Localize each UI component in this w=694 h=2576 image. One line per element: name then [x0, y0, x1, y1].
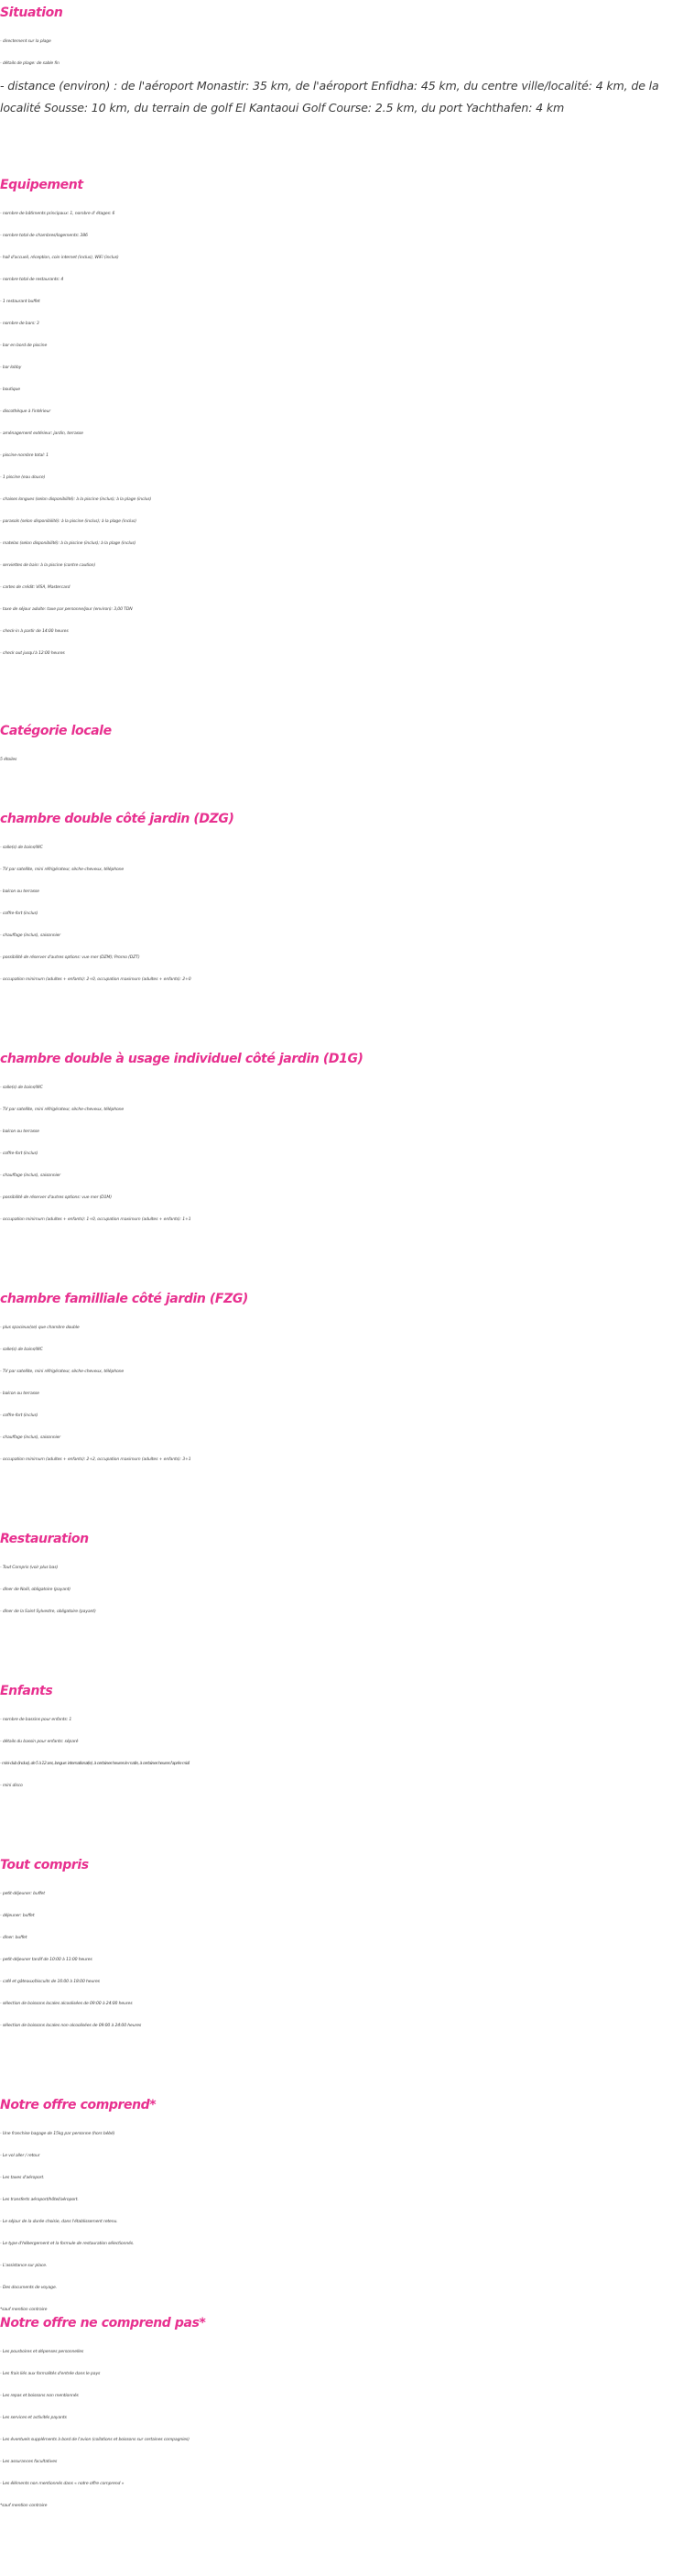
- section-title: Notre offre comprend*: [0, 2098, 157, 2112]
- section-lines: [0, 1557, 692, 1623]
- list-item: - parasols (selon disponibilité): à la piscine (inclus); à la plage (inclus): [0, 519, 136, 524]
- list-item: - dîner: buffet: [0, 1936, 27, 1940]
- list-item: - chaises longues (selon disponibilité): à la piscine (inclus); à la plage (inclus): [0, 497, 152, 502]
- section-title: Equipement: [0, 178, 83, 192]
- list-item: - balcon ou terrasse: [0, 890, 39, 894]
- section-tout-compris: [0, 1852, 692, 2037]
- section-enfants: [0, 1678, 692, 1797]
- section-room-fzg: [0, 1286, 692, 1471]
- list-item: - Des documents de voyage.: [0, 2286, 57, 2290]
- list-item: - Les assurances facultatives: [0, 2460, 58, 2464]
- list-item: - nombre de bars: 3: [0, 322, 39, 326]
- list-item: - détails de plage: de sable fin: [0, 61, 60, 66]
- list-item: - salle(s) de bains/WC: [0, 846, 43, 850]
- list-item: - Les repas et boissons non mentionnés: [0, 2394, 79, 2398]
- list-item: - dîner de la Saint Sylvestre, obligatoire (payant): [0, 1610, 96, 1614]
- section-title: chambre double à usage individuel côté jardin (D1G): [0, 1052, 363, 1066]
- section-title: Tout compris: [0, 1858, 89, 1872]
- list-item: - TV par satellite, mini réfrigérateur, sèche-cheveux, téléphone: [0, 868, 125, 872]
- list-item: - coffre-fort (inclus): [0, 911, 38, 916]
- list-item: - occupation minimum (adultes + enfants): 2+0, occupation maximum (adultes + enfants): 2+0: [0, 977, 191, 982]
- footnote: *sauf mention contraire: [0, 2504, 48, 2508]
- section-categorie-locale: [0, 718, 692, 771]
- section-lines: [0, 203, 692, 665]
- list-item: - Les services et activités payants: [0, 2416, 67, 2420]
- list-item: - chauffage (inclus), saisonnier: [0, 933, 61, 938]
- section-lines: [0, 1077, 692, 1231]
- section-offre-ne-comprend-pas: [0, 2310, 692, 2517]
- section-lines: [0, 1709, 692, 1797]
- list-item: - balcon ou terrasse: [0, 1392, 39, 1396]
- section-restauration: [0, 1526, 692, 1623]
- section-situation: [0, 0, 692, 119]
- list-item: - coffre-fort (inclus): [0, 1152, 38, 1156]
- section-offre-comprend: [0, 2092, 692, 2321]
- section-title: Situation: [0, 5, 63, 20]
- list-item: - balcon ou terrasse: [0, 1130, 39, 1134]
- list-item: - dîner de Noël, obligatoire (payant): [0, 1588, 70, 1592]
- section-title: chambre familliale côté jardin (FZG): [0, 1292, 248, 1306]
- section-title: Restauration: [0, 1532, 89, 1546]
- section-lines: [0, 1317, 692, 1471]
- list-item: - chauffage (inclus), saisonnier: [0, 1173, 61, 1178]
- list-item: - possibilité de réserver d'autres options: vue mer (DZM); Promo (DZT): [0, 955, 140, 960]
- list-item: - nombre de bassins pour enfants: 1: [0, 1718, 72, 1722]
- section-lines: [0, 2123, 692, 2321]
- list-item: - occupation minimum (adultes + enfants): 2+2, occupation maximum (adultes + enfants): 3+1: [0, 1457, 191, 1462]
- list-item: - mini disco: [0, 1784, 23, 1788]
- list-item: - serviettes de bain: à la piscine (contre caution): [0, 563, 96, 568]
- list-item: - 1 restaurant buffet: [0, 300, 40, 304]
- list-item: - bar en bord de piscine: [0, 344, 48, 348]
- category-value: 5 étoiles: [0, 758, 17, 762]
- list-item: - hall d'accueil, réception, coin internet (inclus), WiFi (inclus): [0, 256, 119, 260]
- list-item: - Les frais liés aux formalités d'entrée dans le pays: [0, 2372, 101, 2376]
- footnote: *sauf mention contraire: [0, 2308, 48, 2312]
- list-item: - déjeuner: buffet: [0, 1914, 35, 1918]
- list-item: - Les pourboires et dépenses personnelles: [0, 2350, 84, 2354]
- list-item: - Le séjour de la durée choisie, dans l'établissement retenu.: [0, 2220, 118, 2224]
- list-item: - occupation minimum (adultes + enfants): 1+0, occupation maximum (adultes + enfants): 1+1: [0, 1217, 191, 1222]
- section-lines: [0, 1883, 692, 2037]
- list-item: - petit-déjeuner tardif de 10:00 à 11:00 heures: [0, 1958, 92, 1962]
- list-item: - nombre total de restaurants: 4: [0, 278, 64, 282]
- list-item: - Les éventuels suppléments à bord de l'avion (collations et boissons sur certaines compagnies): [0, 2438, 190, 2442]
- section-title: Enfants: [0, 1684, 53, 1698]
- list-item: - nombre total de chambres/logements: 386: [0, 234, 88, 238]
- list-item: - salle(s) de bains/WC: [0, 1086, 43, 1090]
- list-item: - boutique: [0, 387, 20, 392]
- section-equipement: [0, 172, 692, 665]
- list-item: - Les éléments non mentionnés dans « notre offre comprend »: [0, 2482, 125, 2486]
- section-title: Catégorie locale: [0, 724, 112, 738]
- section-lines: [0, 837, 692, 991]
- section-lines: [0, 749, 692, 771]
- list-item: - Le vol aller / retour: [0, 2154, 40, 2158]
- list-item: - mini-club (inclus), de 5 à 12 ans, langue: international(e), à certaines heures le matin, à certaines heures l'après-midi: [0, 1762, 190, 1766]
- list-item: - 1 piscine (eau douce): [0, 475, 46, 480]
- list-item: - Tout Compris (voir plus bas): [0, 1566, 59, 1570]
- list-item: - piscine-nombre total: 1: [0, 453, 49, 458]
- list-item: - directement sur la plage: [0, 39, 51, 44]
- list-item: - café et gâteaux/biscuits de 16:00 à 18:00 heures: [0, 1980, 100, 1984]
- list-item: - petit-déjeuner: buffet: [0, 1892, 45, 1896]
- list-item: - cartes de crédit: VISA, Mastercard: [0, 585, 70, 590]
- section-lines: [0, 31, 692, 119]
- list-item: - taxe de séjour adulte: taxe par personne/jour (environ): 3,00 TDN: [0, 607, 133, 612]
- list-item: - TV par satellite, mini réfrigérateur, sèche-cheveux, téléphone: [0, 1108, 125, 1112]
- list-item: - check out jusqu'à 12:00 heures: [0, 651, 65, 656]
- list-item: - Le type d'hébergement et la formule de restauration sélectionnés.: [0, 2242, 135, 2246]
- list-item: - distance (environ) : de l'aéroport Monastir: 35 km, de l'aéroport Enfidha: 45 km, du centre ville/localité: 4 km, de la localité Sousse: 10 km, du terrain de golf El Kantaoui Golf Course: 2.5 km, du port Yachthafen: 4 km: [0, 79, 659, 115]
- list-item: - possibilité de réserver d'autres options: vue mer (D1M): [0, 1195, 112, 1200]
- list-item: - coffre-fort (inclus): [0, 1414, 38, 1418]
- section-room-d1g: [0, 1046, 692, 1231]
- list-item: - plus spacieux(se) que chambre double: [0, 1326, 80, 1330]
- list-item: - check-in à partir de 14:00 heures: [0, 629, 69, 634]
- list-item: - sélection de boissons locales alcoolisées de 09:00 à 24:00 heures: [0, 2002, 133, 2006]
- section-title: Notre offre ne comprend pas*: [0, 2316, 206, 2330]
- section-title: chambre double côté jardin (DZG): [0, 812, 234, 826]
- list-item: - matelas (selon disponibilité): à la piscine (inclus); à la plage (inclus): [0, 541, 136, 546]
- list-item: - nombre de bâtiments principaux: 1, nombre d' étages: 6: [0, 212, 115, 216]
- list-item: - aménagement extérieur: jardin, terrasse: [0, 431, 83, 436]
- list-item: - salle(s) de bains/WC: [0, 1348, 43, 1352]
- list-item: - Les transferts aéroport/hôtel/aéroport.: [0, 2198, 79, 2202]
- list-item: - Une franchise bagage de 15kg par personne (hors bébé): [0, 2132, 115, 2136]
- list-item: - sélection de boissons locales non-alcoolisées de 09:00 à 24:00 heures: [0, 2024, 142, 2028]
- list-item: - discothèque à l'intérieur: [0, 409, 51, 414]
- list-item: - bar lobby: [0, 366, 22, 370]
- section-lines: [0, 2341, 692, 2517]
- list-item: - chauffage (inclus), saisonnier: [0, 1435, 61, 1440]
- section-room-dzg: [0, 806, 692, 991]
- list-item: - TV par satellite, mini réfrigérateur, sèche-cheveux, téléphone: [0, 1370, 125, 1374]
- list-item: - détails du bassin pour enfants: séparé: [0, 1740, 79, 1744]
- list-item: - Les taxes d'aéroport.: [0, 2176, 45, 2180]
- list-item: - L'assistance sur place.: [0, 2264, 48, 2268]
